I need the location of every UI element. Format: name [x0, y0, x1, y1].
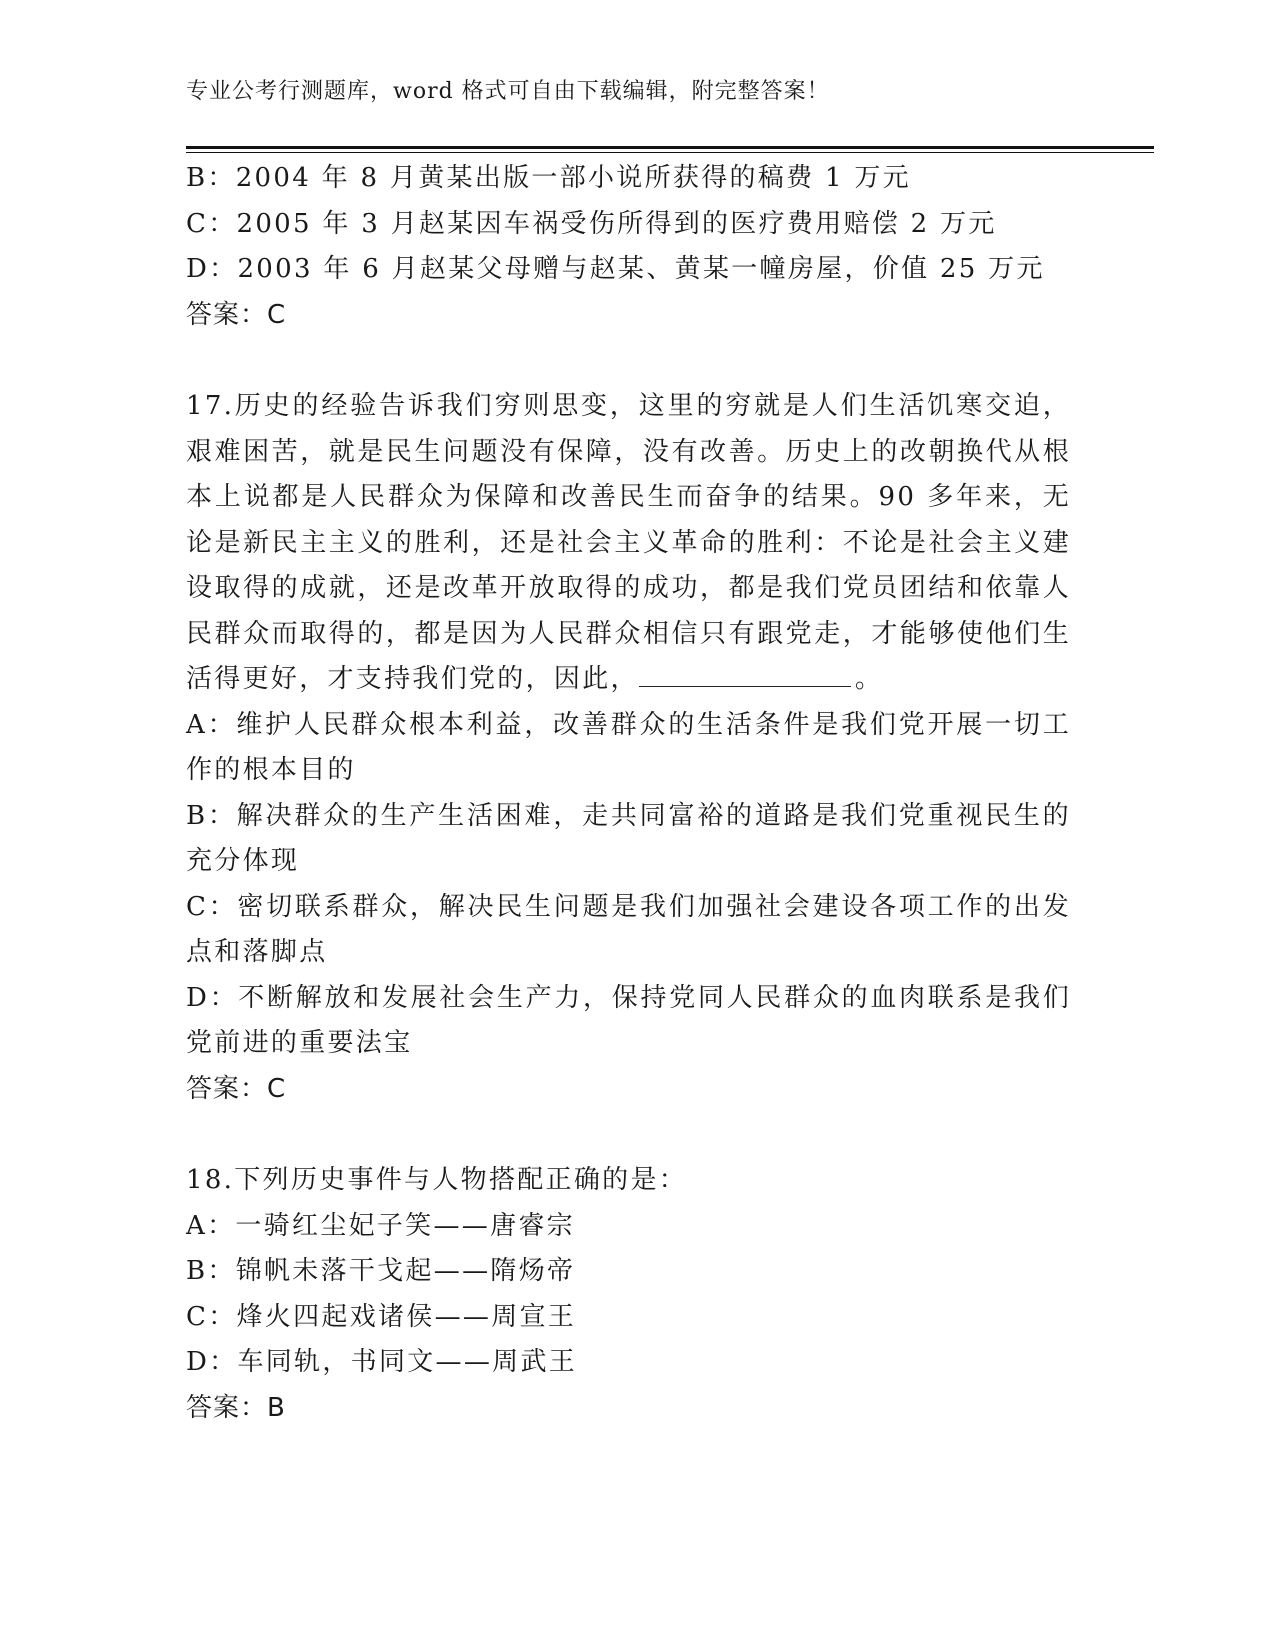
option-b: B：2004 年 8 月黄某出版一部小说所获得的稿费 1 万元 — [186, 163, 911, 193]
question-18 — [186, 1158, 1071, 1431]
option-c: C：2005 年 3 月赵某因车祸受伤所得到的医疗费用赔偿 2 万元 — [186, 208, 997, 239]
option-a: A：一骑红尘妃子笑——唐睿宗 — [186, 1210, 575, 1241]
answer-line: 答案：C — [186, 299, 287, 330]
option-b: B：锦帆未落干戈起——隋炀帝 — [186, 1256, 576, 1286]
question-stem: 18.下列历史事件与人物搭配正确的是： — [186, 1165, 688, 1195]
question-stem-end: 。 — [854, 664, 884, 694]
header-divider — [186, 146, 1154, 149]
question-stem-text: 17.历史的经验告诉我们穷则思变，这里的穷就是人们生活饥寒交迫，艰难困苦，就是民生问题没有保障，没有改善。历史上的改朝换代从根本上说都是人民群众为保障和改善民生而奋争的结果。90 多年来，无论是新民主主义的胜利，还是社会主义革命的胜利：不论是社会主义建设取得的成就，还是改革开放取得的成功，都是我们党员团结和依靠人民群众而取得的，都是因为人民群众相信只有跟党走，才能够使他们生活得更好，才支持我们党的，因此， — [186, 391, 1071, 694]
page-header: 专业公考行测题库，word 格式可自由下载编辑，附完整答案！ — [186, 79, 830, 104]
fill-in-blank — [639, 662, 851, 687]
question-17 — [186, 384, 1071, 1112]
document-body — [186, 156, 1071, 1431]
option-b: B：解决群众的生产生活困难，走共同富裕的道路是我们党重视民生的充分体现 — [186, 800, 1071, 876]
option-d: D：车同轨，书同文——周武王 — [186, 1347, 578, 1377]
spacer — [186, 1112, 1071, 1158]
answer-line: 答案：C — [186, 1073, 287, 1104]
spacer — [186, 338, 1071, 384]
option-a: A：维护人民群众根本利益，改善群众的生活条件是我们党开展一切工作的根本目的 — [186, 709, 1071, 785]
option-c: C：烽火四起戏诸侯——周宣王 — [186, 1301, 577, 1332]
option-d: D：2003 年 6 月赵某父母赠与赵某、黄某一幢房屋，价值 25 万元 — [186, 254, 1045, 284]
answer-line: 答案：B — [186, 1392, 286, 1423]
option-d: D：不断解放和发展社会生产力，保持党同人民群众的血肉联系是我们党前进的重要法宝 — [186, 982, 1071, 1058]
question-stem — [186, 384, 1071, 703]
option-c: C：密切联系群众，解决民生问题是我们加强社会建设各项工作的出发点和落脚点 — [186, 891, 1071, 967]
question-16-fragment — [186, 156, 1071, 338]
